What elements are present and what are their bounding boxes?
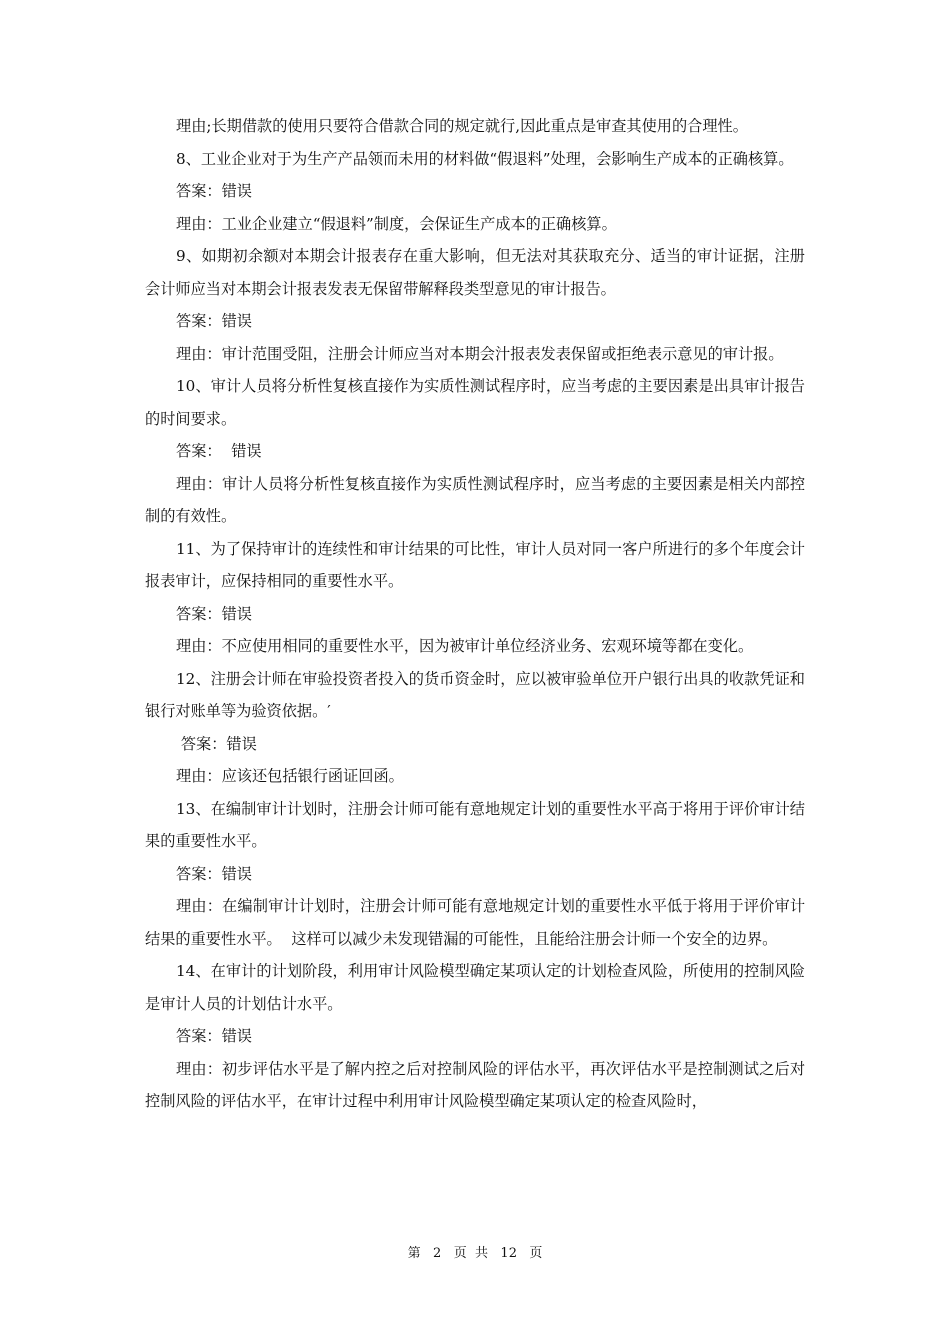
reason: 理由：应该还包括银行函证回函。 (176, 767, 404, 785)
footer-middle: 页 共 (453, 1246, 488, 1261)
answer: 答案：错误 (176, 864, 252, 883)
reason: 理由：审计范围受阻，注册会计师应当对本期会汁报表发表保留或拒绝表示意见的审计报。 (176, 344, 784, 363)
reason: 理由：审计人员将分析性复核直接作为实质性测试程序时，应当考虑的主要因素是相关内部控制的有效性。 (145, 474, 805, 525)
reason: 理由：工业企业建立“假退料”制度，会保证生产成本的正确核算。 (176, 214, 617, 233)
document-body (145, 110, 805, 1118)
reason: 理由：在编制审计计划时，注册会计师可能有意地规定计划的重要性水平低于将用于评价审计结果的重要性水平。 这样可以减少未发现错漏的可能性，且能给注册会计师一个安全的边界。 (145, 897, 805, 948)
answer: 答案： 错误 (176, 442, 262, 460)
question-12: 12、注册会计师在审验投资者投入的货币资金时，应以被审验单位开户银行出具的收款凭证和银行对账单等为验资依据。′ (145, 669, 805, 720)
reason: 理由：不应使用相同的重要性水平，因为被审计单位经济业务、宏观环境等都在变化。 (176, 637, 754, 655)
paragraph: 理由;长期借款的使用只要符合借款合同的规定就行,因此重点是审查其使用的合理性。 (176, 117, 748, 135)
question-13: 13、在编制审计计划时，注册会计师可能有意地规定计划的重要性水平高于将用于评价审计结果的重要性水平。 (145, 799, 805, 850)
answer: 答案：错误 (176, 604, 252, 623)
footer-suffix: 页 (529, 1246, 543, 1261)
question-11: 11、为了保持审计的连续性和审计结果的可比性，审计人员对同一客户所进行的多个年度会计报表审计，应保持相同的重要性水平。 (145, 539, 805, 590)
answer: 答案：错误 (176, 734, 257, 753)
question-14: 14、在审计的计划阶段，利用审计风险模型确定某项认定的计划检查风险，所使用的控制风险是审计人员的计划估计水平。 (145, 962, 805, 1013)
answer: 答案：错误 (176, 312, 252, 330)
page-footer (0, 1244, 950, 1264)
answer: 答案：错误 (176, 1027, 252, 1045)
question-10: 10、审计人员将分析性复核直接作为实质性测试程序时，应当考虑的主要因素是出具审计报告的时间要求。 (145, 377, 805, 428)
footer-prefix: 第 (407, 1246, 421, 1261)
page-number: 2 (433, 1246, 442, 1261)
answer: 答案：错误 (176, 182, 252, 200)
question-9: 9、如期初余额对本期会计报表存在重大影响，但无法对其获取充分、适当的审计证据，注册会计师应当对本期会计报表发表无保留带解释段类型意见的审计报告。 (145, 247, 805, 298)
question-8: 8、工业企业对于为生产产品领而未用的材料做“假退料”处理，会影响生产成本的正确核算。 (176, 149, 794, 168)
reason: 理由：初步评估水平是了解内控之后对控制风险的评估水平，再次评估水平是控制测试之后对控制风险的评估水平，在审计过程中利用审计风险模型确定某项认定的检查风险时， (145, 1059, 805, 1110)
total-pages: 12 (500, 1246, 517, 1261)
